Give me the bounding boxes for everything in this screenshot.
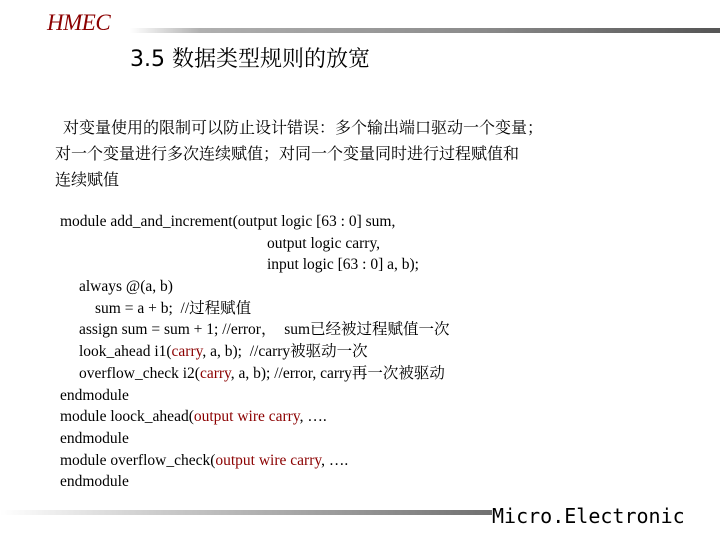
highlighted-carry: carry — [199, 364, 231, 382]
code-line: endmodule — [60, 386, 129, 404]
footer-divider — [0, 510, 492, 515]
intro-line-1: 对变量使用的限制可以防止设计错误：多个输出端口驱动一个变量； — [63, 118, 544, 137]
code-text: overflow_check i2( — [79, 364, 200, 382]
highlighted-output-wire: output wire carry — [215, 451, 322, 469]
code-line: input logic [63 : 0] a, b); — [267, 256, 419, 274]
code-block — [60, 211, 450, 493]
code-text: , a, b); //error, carry再一次被驱动 — [230, 364, 445, 382]
intro-line-2: 对一个变量进行多次连续赋值；对同一个变量同时进行过程赋值和 — [55, 144, 520, 163]
code-line: sum = a + b; //过程赋值 — [95, 299, 252, 317]
slide-title: 3.5 数据类型规则的放宽 — [130, 47, 370, 72]
code-line — [60, 341, 450, 363]
hmec-logo: HMEC — [47, 10, 111, 35]
code-text: , …. — [321, 451, 349, 469]
footer-text: Micro.Electronic — [492, 504, 685, 528]
code-text: , a, b); //carry被驱动一次 — [202, 343, 368, 361]
highlighted-output-wire: output wire carry — [193, 408, 300, 426]
intro-line-3: 连续赋值 — [55, 170, 120, 189]
code-line: output logic carry, — [267, 234, 381, 252]
intro-paragraph — [55, 115, 675, 193]
code-line: endmodule — [60, 429, 129, 447]
code-line: module add_and_increment(output logic [63 : 0] sum, — [60, 213, 396, 230]
code-line — [60, 450, 450, 472]
code-line: always @(a, b) — [79, 278, 173, 296]
code-line — [60, 406, 450, 428]
code-text: module loock_ahead( — [60, 408, 194, 426]
highlighted-carry: carry — [171, 343, 203, 361]
code-text: , …. — [299, 408, 327, 426]
header-divider — [130, 28, 720, 33]
code-line: endmodule — [60, 473, 129, 491]
code-text: module overflow_check( — [60, 451, 216, 469]
code-text: look_ahead i1( — [79, 343, 172, 361]
code-line — [60, 363, 450, 385]
code-line: assign sum = sum + 1; //error， sum已经被过程赋值一次 — [79, 321, 450, 339]
